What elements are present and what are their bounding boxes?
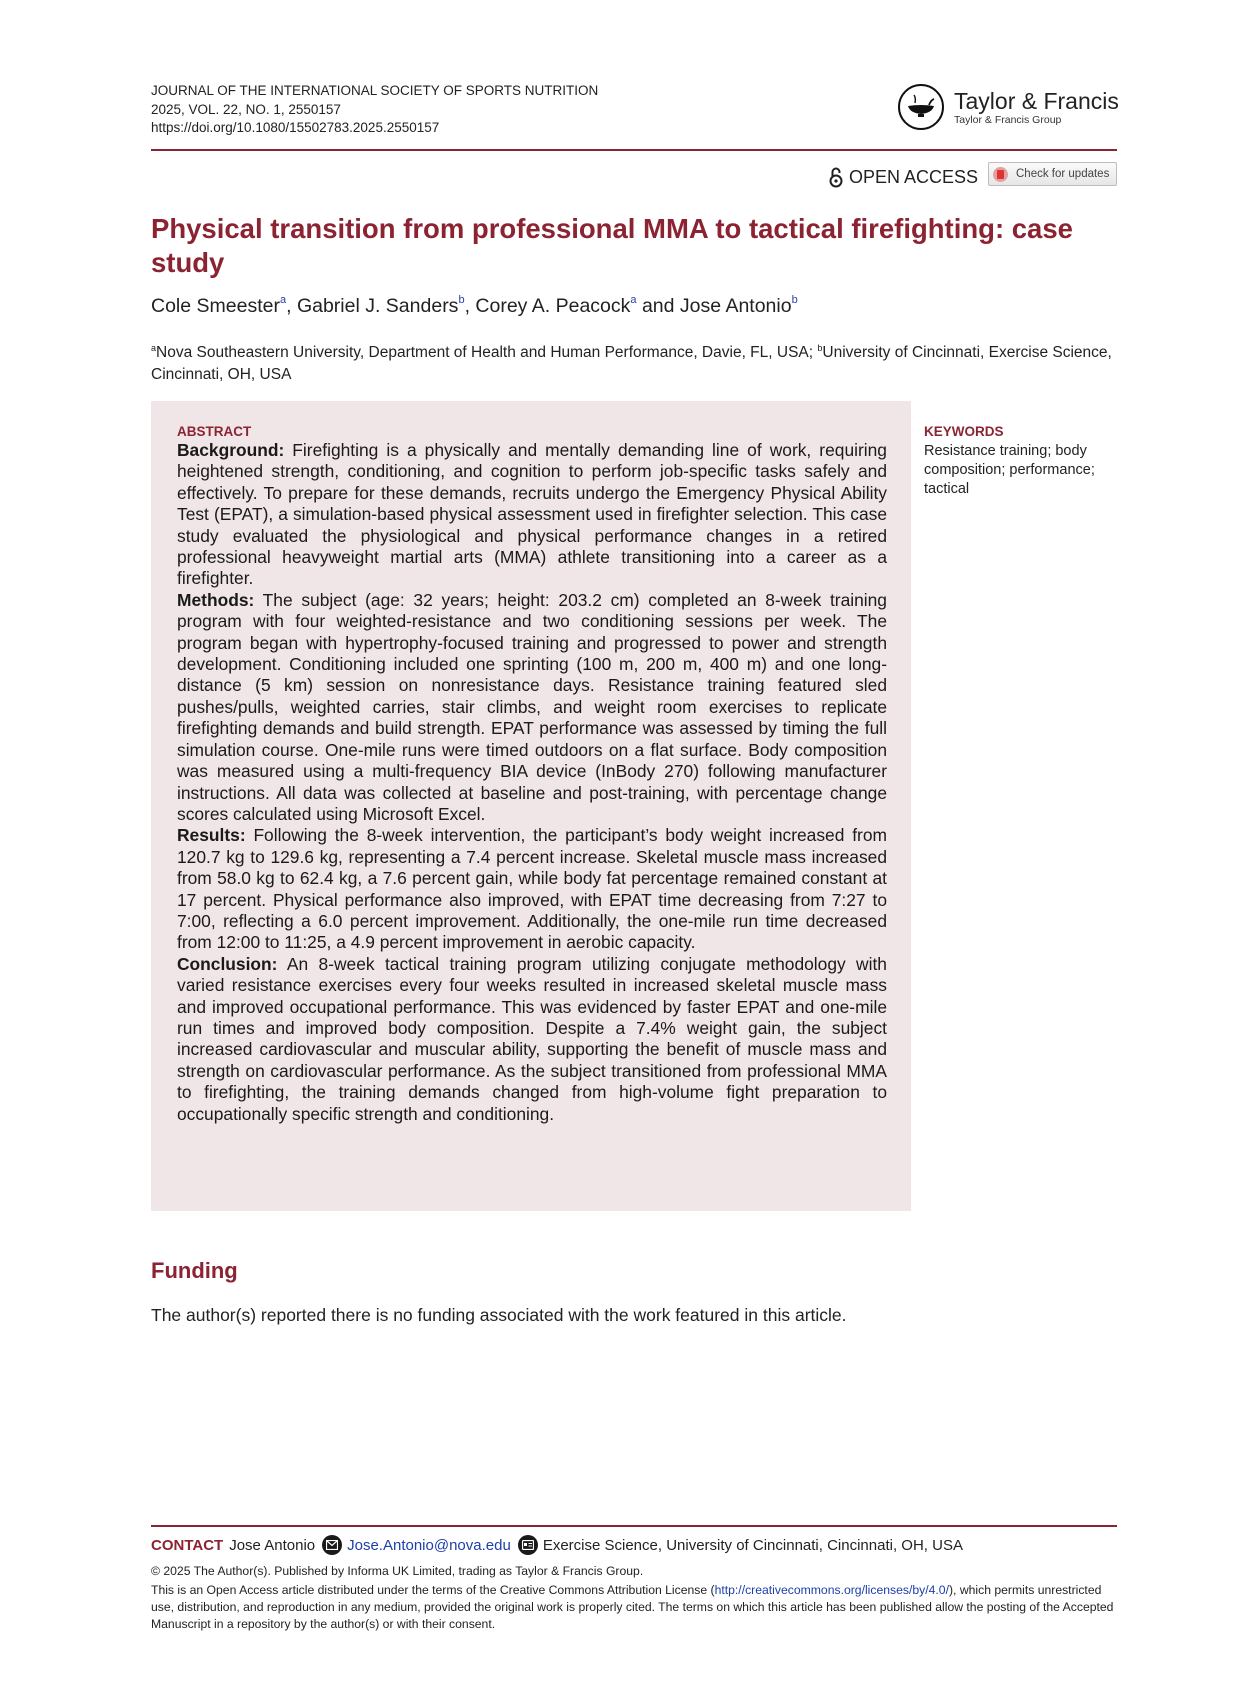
journal-header — [151, 82, 598, 138]
check-for-updates-label: Check for updates — [1016, 168, 1110, 180]
open-lock-icon — [829, 166, 843, 188]
section-label: Conclusion: — [177, 953, 278, 974]
author-list — [151, 294, 798, 318]
abstract-results — [177, 825, 887, 953]
check-for-updates-button[interactable] — [988, 162, 1117, 186]
contact-line — [151, 1535, 963, 1555]
address-card-icon — [518, 1535, 538, 1555]
affiliation-mark: a — [151, 343, 157, 353]
contact-email-link[interactable]: Jose.Antonio@nova.edu — [347, 1536, 511, 1554]
abstract-methods — [177, 590, 887, 825]
contact-name: Jose Antonio — [229, 1536, 316, 1554]
keywords-heading: KEYWORDS — [924, 424, 1004, 439]
section-text: An 8-week tactical training program utilizing conjugate methodology with varied resistance exercises every four weeks resulted in increased skeletal muscle mass and improved occupational performance. This was evidenced by faster EPAT and one-mile run times and improved body composition. Despite a 7.4% weight gain, the subject increased cardiovascular and muscular ability, supporting the benefit of muscle mass and strength on cardiovascular performance. As the subject transitioned from professional MMA to firefighting, the training demands changed from high-volume fight preparation to occupationally specific strength and conditioning. — [177, 953, 887, 1124]
journal-name: JOURNAL OF THE INTERNATIONAL SOCIETY OF SPORTS NUTRITION — [151, 83, 599, 98]
contact-label: CONTACT — [151, 1536, 224, 1554]
author-separator: , — [286, 295, 297, 317]
contact-address: Exercise Science, University of Cincinnati, Cincinnati, OH, USA — [542, 1536, 963, 1554]
license-text-before: This is an Open Access article distributed under the terms of the Creative Commons Attribution License ( — [151, 1583, 715, 1597]
publisher-logo[interactable] — [898, 84, 1119, 130]
abstract-box — [151, 401, 911, 1211]
journal-volume: 2025, VOL. 22, NO. 1, 2550157 — [151, 101, 341, 117]
section-text: Following the 8-week intervention, the participant’s body weight increased from 120.7 kg to 129.6 kg, representing a 7.4 percent increase. Skeletal muscle mass increased from 58.0 kg to 62.4 kg, a 7.6 percent gain, while body fat percentage remained constant at 17 percent. Physical performance also improved, with EPAT time decreasing from 7:27 to 7:00, reflecting a 6.0 percent improvement. Additionally, the one-mile run time decreased from 12:00 to 11:25, a 4.9 percent improvement in aerobic capacity. — [177, 825, 887, 953]
author-name[interactable]: Jose Antonio — [679, 295, 792, 317]
author-name[interactable]: Gabriel J. Sanders — [296, 295, 459, 317]
doi-link[interactable]: https://doi.org/10.1080/15502783.2025.2550157 — [151, 120, 440, 135]
author-separator: , — [464, 295, 476, 317]
crossmark-icon — [993, 167, 1008, 182]
lamp-icon — [898, 84, 944, 130]
author-name[interactable]: Cole Smeester — [151, 295, 280, 317]
author-affiliation-mark: b — [458, 294, 465, 306]
affiliation-text: University of Cincinnati, Exercise Science, Cincinnati, OH, USA — [151, 344, 1112, 383]
footer-divider — [151, 1525, 1117, 1527]
publisher-group: Taylor & Francis Group — [954, 113, 1062, 126]
abstract-heading: ABSTRACT — [177, 424, 252, 439]
copyright-notice: © 2025 The Author(s). Published by Informa UK Limited, trading as Taylor & Francis Group. — [151, 1564, 644, 1578]
funding-text: The author(s) reported there is no funding associated with the work featured in this article. — [151, 1305, 847, 1325]
affiliations — [151, 337, 1121, 386]
affiliation-mark: b — [817, 343, 823, 353]
open-access-label: OPEN ACCESS — [849, 166, 979, 187]
abstract-conclusion — [177, 954, 887, 1125]
section-label: Background: — [177, 440, 285, 460]
header-divider — [151, 149, 1117, 151]
funding-heading: Funding — [151, 1258, 238, 1283]
keywords-text: Resistance training; body composition; performance; tactical — [924, 443, 1095, 497]
abstract-background — [177, 440, 887, 590]
author-separator: and — [636, 295, 680, 317]
license-url-link[interactable]: http://creativecommons.org/licenses/by/4.0/ — [714, 1583, 949, 1597]
section-label: Results: — [177, 825, 246, 846]
author-name[interactable]: Corey A. Peacock — [475, 295, 631, 317]
keywords-block — [924, 423, 1119, 499]
license-text-after: ), which permits unrestricted use, distribution, and reproduction in any medium, provided the original work is properly cited. The terms on which this article has been published allow the posting of the Accepted Manuscript in a repository by the author(s) or with their consent. — [151, 1583, 1114, 1631]
section-text: Firefighting is a physically and mentally demanding line of work, requiring heightened strength, conditioning, and cognition to perform job-specific tasks safely and effectively. To prepare for these demands, recruits undergo the Emergency Physical Ability Test (EPAT), a simulation-based physical assessment used in firefighter selection. This case study evaluated the physiological and physical performance changes in a retired professional heavyweight martial arts (MMA) athlete transitioning into a career as a firefighter. — [177, 440, 887, 589]
author-affiliation-mark: a — [630, 294, 637, 306]
publisher-name: Taylor & Francis — [954, 87, 1119, 114]
section-text: The subject (age: 32 years; height: 203.2 cm) completed an 8-week training program with four weighted-resistance and two conditioning sessions per week. The program began with hypertrophy-focused training and progressed to power and strength development. Conditioning included one sprinting (100 m, 200 m, 400 m) and one long-distance (5 km) session on nonresistance days. Resistance training featured sled pushes/pulls, weighted carries, stair climbs, and weight room exercises to replicate firefighting demands and build strength. EPAT performance was assessed by timing the full simulation course. One-mile runs were timed outdoors on a flat surface. Body composition was measured using a multi-frequency BIA device (InBody 270) following manufacturer instructions. All data was collected at baseline and post-training, with percentage change scores calculated using Microsoft Excel. — [177, 589, 887, 824]
open-access-badge — [829, 166, 978, 188]
license-notice — [151, 1582, 1121, 1633]
article-title: Physical transition from professional MMA to tactical firefighting: case study — [151, 213, 1073, 278]
affiliation-text: Nova Southeastern University, Department of Health and Human Performance, Davie, FL, USA; — [156, 344, 818, 361]
email-icon — [322, 1535, 342, 1555]
author-affiliation-mark: b — [791, 294, 798, 306]
section-label: Methods: — [177, 589, 255, 610]
author-affiliation-mark: a — [279, 294, 287, 306]
